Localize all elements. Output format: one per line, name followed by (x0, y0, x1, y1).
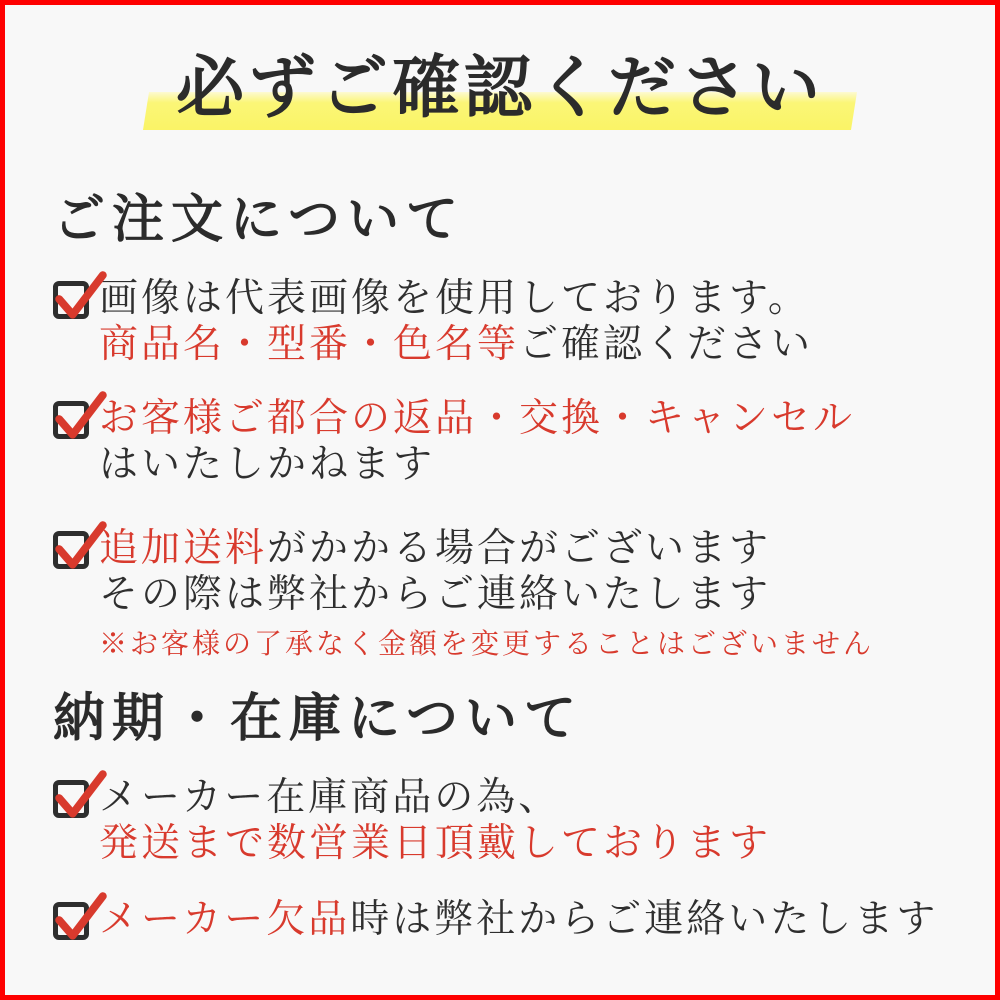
checkmark-icon (55, 892, 107, 944)
item-line (99, 821, 771, 867)
item-text (99, 396, 855, 488)
item-text (99, 526, 874, 661)
checklist-item (53, 276, 959, 368)
text-segment: 時は弊社からご連絡いたします (350, 897, 939, 943)
text-segment: その際は弊社からご連絡いたします (99, 572, 772, 618)
footnote: ※お客様の了承なく金額を変更することはございません (99, 627, 875, 661)
page-title: 必ずご確認ください (175, 48, 824, 128)
title-block (5, 40, 995, 136)
item-line (99, 526, 874, 572)
checklist-item (53, 396, 959, 488)
checkmark-icon (55, 271, 107, 323)
text-segment-red: 追加送料 (99, 526, 268, 572)
text-segment: 画像は代表画像を使用しております。 (99, 276, 810, 322)
item-line (99, 322, 813, 368)
item-text (99, 897, 938, 943)
item-line (99, 897, 938, 943)
text-segment-red: 発送まで数営業日頂戴しております (99, 821, 772, 867)
checkbox-icon (53, 902, 89, 940)
item-line (99, 572, 874, 618)
text-segment: メーカー在庫商品の為、 (99, 775, 561, 821)
item-text (99, 276, 813, 368)
text-segment: がかかる場合がございます (267, 526, 772, 572)
checklist-item (53, 526, 959, 661)
checkbox-icon (53, 780, 89, 818)
text-segment-red: お客様ご都合の返品・交換・キャンセル (99, 396, 856, 442)
section-heading-stock: 納期・在庫について (53, 688, 583, 750)
checkbox-icon (53, 531, 89, 569)
text-segment: はいたしかねます (99, 442, 436, 488)
checkbox-icon (53, 401, 89, 439)
checklist-item (53, 775, 959, 867)
checkbox-icon (53, 281, 89, 319)
checkmark-icon (55, 391, 107, 443)
text-segment-red: メーカー欠品 (99, 897, 351, 943)
section-heading-orders: ご注文について (53, 189, 465, 250)
item-line (99, 396, 855, 442)
item-line (99, 442, 855, 488)
checkmark-icon (55, 770, 107, 822)
text-segment-red: 商品名・型番・色名等 (99, 322, 520, 368)
content (5, 189, 995, 943)
text-segment: ご確認ください (519, 322, 814, 368)
item-line (99, 775, 771, 821)
checklist-item (53, 897, 959, 943)
item-text (99, 775, 771, 867)
item-line (99, 276, 813, 322)
checkmark-icon (55, 521, 107, 573)
